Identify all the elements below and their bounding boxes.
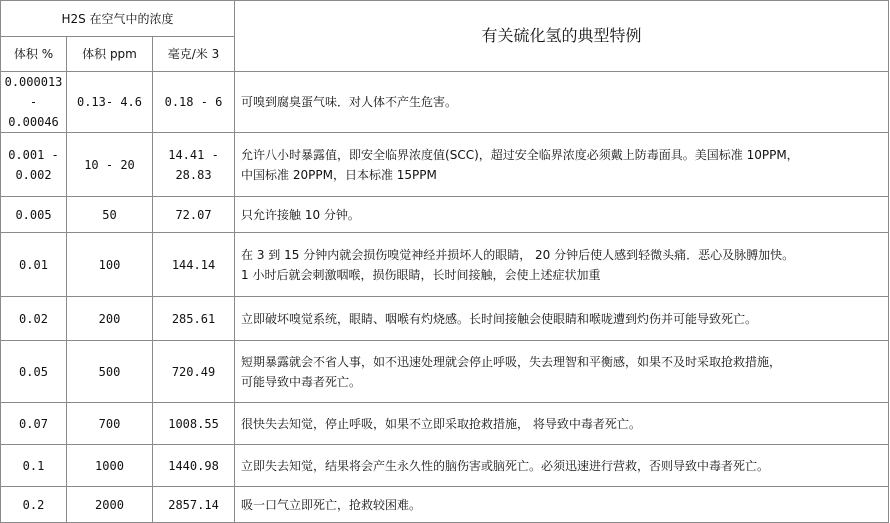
cell-mg-m3: 720.49 bbox=[153, 341, 235, 403]
col-header-volume-pct: 体积 % bbox=[1, 37, 67, 72]
cell-volume-ppm: 100 bbox=[67, 233, 153, 297]
cell-volume-pct: 0.000013 - 0.00046 bbox=[1, 72, 67, 133]
cell-volume-ppm: 1000 bbox=[67, 445, 153, 487]
cell-volume-pct: 0.02 bbox=[1, 297, 67, 341]
table-row bbox=[1, 133, 889, 197]
cell-volume-pct: 0.005 bbox=[1, 197, 67, 233]
cell-mg-m3: 144.14 bbox=[153, 233, 235, 297]
cell-mg-m3: 2857.14 bbox=[153, 487, 235, 523]
cell-volume-ppm: 500 bbox=[67, 341, 153, 403]
table-row bbox=[1, 341, 889, 403]
cell-mg-m3: 1440.98 bbox=[153, 445, 235, 487]
cell-mg-m3: 1008.55 bbox=[153, 403, 235, 445]
cell-description: 吸一口气立即死亡，抢救较困难。 bbox=[235, 487, 889, 523]
col-header-volume-ppm: 体积 ppm bbox=[67, 37, 153, 72]
cell-volume-ppm: 10 - 20 bbox=[67, 133, 153, 197]
cell-volume-pct: 0.07 bbox=[1, 403, 67, 445]
cell-description: 立即破坏嗅觉系统，眼睛、咽喉有灼烧感。长时间接触会使眼睛和喉咙遭到灼伤并可能导致死亡。 bbox=[235, 297, 889, 341]
cell-volume-pct: 0.1 bbox=[1, 445, 67, 487]
table-row bbox=[1, 233, 889, 297]
cell-volume-ppm: 0.13- 4.6 bbox=[67, 72, 153, 133]
concentration-group-header: H2S 在空气中的浓度 bbox=[1, 1, 235, 37]
table-title: 有关硫化氢的典型特例 bbox=[235, 1, 889, 72]
cell-description: 很快失去知觉，停止呼吸，如果不立即采取抢救措施， 将导致中毒者死亡。 bbox=[235, 403, 889, 445]
table-row bbox=[1, 197, 889, 233]
table-row bbox=[1, 72, 889, 133]
header-row-1 bbox=[1, 1, 889, 37]
cell-mg-m3: 14.41 - 28.83 bbox=[153, 133, 235, 197]
cell-description: 只允许接触 10 分钟。 bbox=[235, 197, 889, 233]
cell-volume-pct: 0.2 bbox=[1, 487, 67, 523]
cell-description: 短期暴露就会不省人事，如不迅速处理就会停止呼吸，失去理智和平衡感，如果不及时采取抢救措施， 可能导致中毒者死亡。 bbox=[235, 341, 889, 403]
cell-description: 在 3 到 15 分钟内就会损伤嗅觉神经并损坏人的眼睛， 20 分钟后使人感到轻微头痛．恶心及脉膊加快。 1 小时后就会刺激咽喉，损伤眼睛，长时间接触，会使上述症状加重 bbox=[235, 233, 889, 297]
cell-volume-ppm: 2000 bbox=[67, 487, 153, 523]
table-row bbox=[1, 445, 889, 487]
cell-description: 允许八小时暴露值，即安全临界浓度值(SCC)，超过安全临界浓度必须戴上防毒面具。美国标准 10PPM， 中国标准 20PPM，日本标准 15PPM bbox=[235, 133, 889, 197]
cell-volume-ppm: 200 bbox=[67, 297, 153, 341]
cell-mg-m3: 72.07 bbox=[153, 197, 235, 233]
cell-volume-pct: 0.01 bbox=[1, 233, 67, 297]
cell-description: 立即失去知觉，结果将会产生永久性的脑伤害或脑死亡。必须迅速进行营救，否则导致中毒者死亡。 bbox=[235, 445, 889, 487]
cell-volume-pct: 0.05 bbox=[1, 341, 67, 403]
cell-volume-pct: 0.001 - 0.002 bbox=[1, 133, 67, 197]
cell-description: 可嗅到腐臭蛋气味．对人体不产生危害。 bbox=[235, 72, 889, 133]
table-row bbox=[1, 297, 889, 341]
col-header-mg-m3: 毫克/米 3 bbox=[153, 37, 235, 72]
cell-volume-ppm: 50 bbox=[67, 197, 153, 233]
cell-mg-m3: 285.61 bbox=[153, 297, 235, 341]
table-row bbox=[1, 487, 889, 523]
cell-volume-ppm: 700 bbox=[67, 403, 153, 445]
cell-mg-m3: 0.18 - 6 bbox=[153, 72, 235, 133]
table-row bbox=[1, 403, 889, 445]
